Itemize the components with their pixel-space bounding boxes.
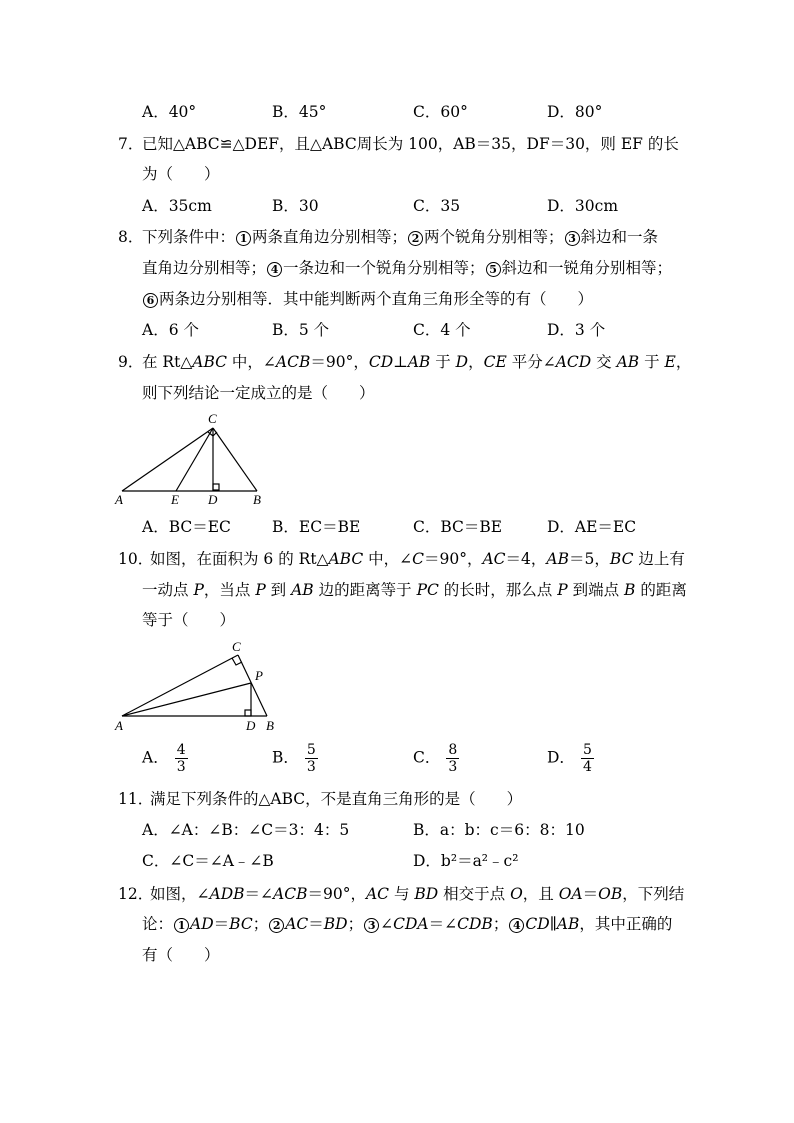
- q10-option-a: [142, 742, 188, 775]
- q8-option-a: A．6 个: [142, 321, 199, 339]
- q10-option-b: [272, 742, 318, 775]
- q10-stem-line2: 一动点 P，当点 P 到 AB 边的距离等于 PC 的长时，那么点 P 到端点 B 的距离: [142, 581, 687, 599]
- q10-option-c-fraction: [446, 742, 459, 775]
- fraction-numerator: 8: [448, 742, 458, 758]
- q9-figure: [112, 408, 272, 508]
- q6-option-d: D．80°: [547, 103, 603, 121]
- q10-segment-ac: [122, 655, 238, 716]
- q10-figure: [112, 636, 282, 736]
- q7-stem-line2: 为（ ）: [142, 165, 220, 183]
- q10-option-a-fraction: [175, 742, 188, 775]
- q9-option-d: D．AE＝EC: [547, 518, 637, 536]
- q9-segment-cb: [213, 428, 257, 491]
- q7-stem-line1: 已知△ABC≌△DEF，且△ABC周长为 100，AB＝35，DF＝30，则 EF 的长: [142, 135, 679, 153]
- q10-option-d-fraction: [581, 742, 594, 775]
- q10-segment-ap: [122, 683, 251, 716]
- circled-4: 4: [509, 918, 524, 933]
- circled-2: 2: [269, 918, 284, 933]
- q10-number: 10．: [118, 550, 154, 568]
- q10-label-p: P: [255, 668, 263, 683]
- fraction-denominator: 3: [306, 759, 316, 775]
- q11-option-c: C．∠C＝∠A﹣∠B: [142, 852, 274, 870]
- fraction-denominator: 3: [176, 759, 186, 775]
- q9-label-b: B: [253, 492, 261, 507]
- q10-option-a-letter: A．: [142, 748, 169, 767]
- q7-option-a: A．35cm: [142, 197, 212, 215]
- q11-stem: 满足下列条件的△ABC，不是直角三角形的是（ ）: [150, 790, 523, 808]
- q10-option-b-fraction: [305, 742, 318, 775]
- q8-option-b: B．5 个: [272, 321, 330, 339]
- q10-option-d: [547, 742, 594, 775]
- q9-label-a: A: [115, 492, 123, 507]
- q10-label-b: B: [266, 718, 274, 733]
- q8-option-d: D．3 个: [547, 321, 606, 339]
- q8-stem-line3: 6 两条边分别相等．其中能判断两个直角三角形全等的有（ ）: [142, 289, 593, 309]
- q9-stem-line1: 在 Rt△ABC 中，∠ACB＝90°，CD⊥AB 于 D，CE 平分∠ACD 交 AB 于 E，: [142, 353, 692, 371]
- q10-option-d-letter: D．: [547, 748, 575, 767]
- circled-5: 5: [486, 262, 501, 277]
- q10-option-b-letter: B．: [272, 748, 299, 767]
- q10-label-a: A: [115, 718, 123, 733]
- q9-segment-ac: [122, 428, 213, 491]
- q10-option-c-letter: C．: [413, 748, 441, 767]
- q7-option-c: C．35: [413, 197, 461, 215]
- circled-3: 3: [364, 918, 379, 933]
- q10-stem-line1: 如图，在面积为 6 的 Rt△ABC 中，∠C＝90°，AC＝4，AB＝5，BC 边上有: [150, 550, 685, 568]
- q9-label-e: E: [171, 492, 179, 507]
- q12-number: 12．: [118, 885, 154, 903]
- q9-option-c: C．BC＝BE: [413, 518, 503, 536]
- circled-6: 6: [143, 293, 158, 308]
- fraction-numerator: 5: [582, 742, 592, 758]
- q9-option-a: A．BC＝EC: [142, 518, 231, 536]
- q9-label-c: C: [208, 411, 217, 426]
- q11-option-b: B．a：b：c＝6：8：10: [413, 821, 585, 839]
- q6-option-b: B．45°: [272, 103, 327, 121]
- q9-right-angle-d: [213, 484, 219, 490]
- circled-4: 4: [267, 262, 282, 277]
- q10-label-c: C: [232, 639, 241, 654]
- q10-right-angle-d: [245, 710, 251, 716]
- circled-3: 3: [565, 231, 580, 246]
- q10-label-d: D: [246, 718, 256, 733]
- circled-2: 2: [408, 231, 423, 246]
- q12-stem-line2: 论： 1 AD＝BC； 2 AC＝BD； 3 ∠CDA＝∠CDB； 4 CD∥AB，其中正确的: [142, 915, 673, 933]
- circled-1: 1: [174, 918, 189, 933]
- q9-stem-line2: 则下列结论一定成立的是（ ）: [142, 384, 375, 402]
- q8-option-c: C．4 个: [413, 321, 471, 339]
- q9-segment-ce: [176, 428, 213, 491]
- q8-stem-line2: 直角边分别相等； 4 一条边和一个锐角分别相等； 5 斜边和一锐角分别相等；: [142, 259, 673, 277]
- q9-label-d: D: [208, 492, 218, 507]
- q7-option-d: D．30cm: [547, 197, 619, 215]
- q7-option-b: B．30: [272, 197, 319, 215]
- q8-number: 8．: [118, 228, 144, 246]
- fraction-numerator: 5: [306, 742, 316, 758]
- q10-stem-line3: 等于（ ）: [142, 611, 236, 629]
- q11-option-a: A．∠A：∠B：∠C＝3：4：5: [142, 821, 350, 839]
- circled-1: 1: [236, 231, 251, 246]
- q6-option-c: C．60°: [413, 103, 468, 121]
- fraction-denominator: 3: [448, 759, 458, 775]
- q11-option-d: D．b²＝a²﹣c²: [413, 852, 519, 870]
- q8-stem-line1: 下列条件中： 1 两条直角边分别相等； 2 两个锐角分别相等； 3 斜边和一条: [142, 228, 659, 246]
- fraction-denominator: 4: [582, 759, 592, 775]
- q7-number: 7．: [118, 135, 144, 153]
- q12-stem-line1: 如图，∠ADB＝∠ACB＝90°，AC 与 BD 相交于点 O，且 OA＝OB，下列结: [150, 885, 685, 903]
- q12-stem-line3: 有（ ）: [142, 946, 220, 964]
- q9-number: 9．: [118, 353, 144, 371]
- q9-option-b: B．EC＝BE: [272, 518, 361, 536]
- q6-option-a: A．40°: [142, 103, 197, 121]
- q10-option-c: [413, 742, 459, 775]
- fraction-numerator: 4: [176, 742, 186, 758]
- q11-number: 11．: [118, 790, 154, 808]
